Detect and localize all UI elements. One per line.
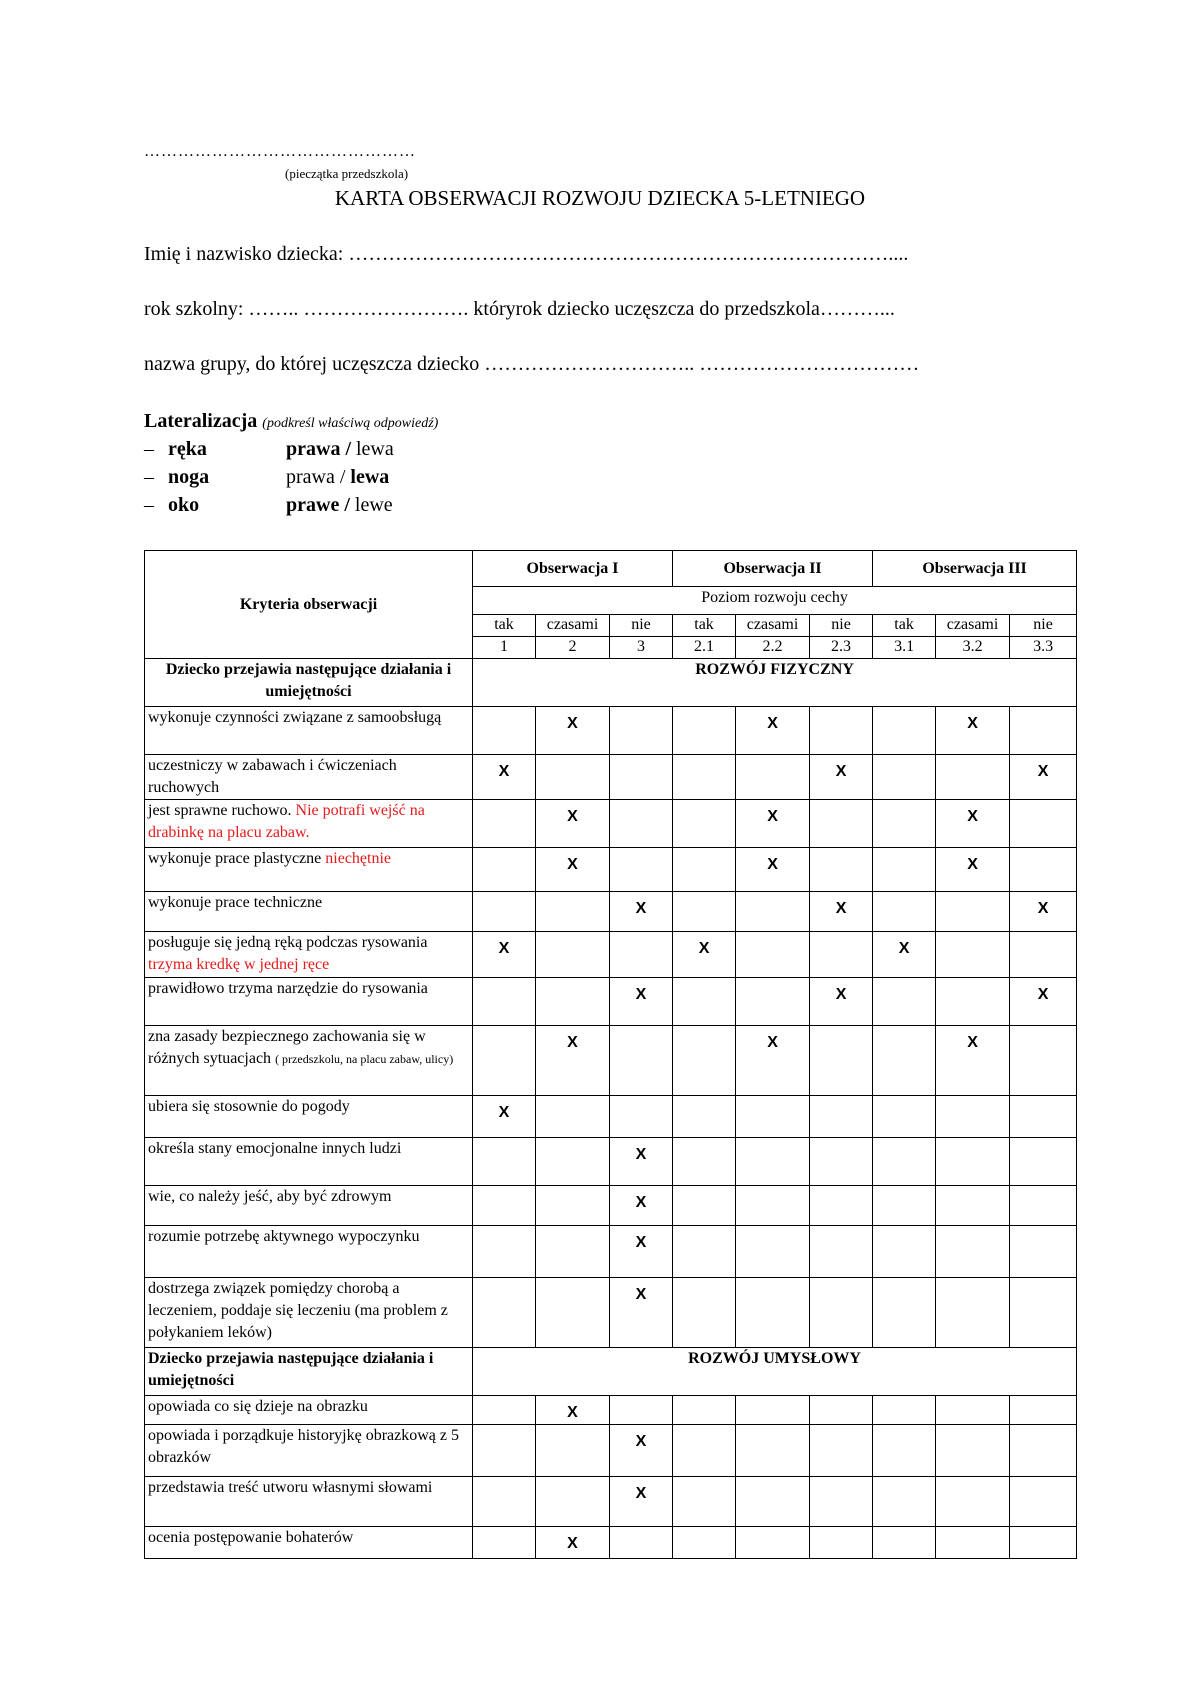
observation-cell (673, 800, 736, 848)
observation-cell (873, 1477, 936, 1527)
lateralization-title: Lateralizacja (144, 410, 258, 432)
criterion-text (145, 1477, 473, 1527)
observation-cell (936, 932, 1010, 978)
observation-cell (736, 1226, 810, 1278)
observation-cell (936, 1096, 1010, 1138)
observation-cell (736, 1425, 810, 1477)
criterion-label: zna zasady bezpiecznego zachowania się w różnych sytuacjach (148, 1028, 426, 1067)
observation-cell (936, 1186, 1010, 1226)
observation-cell (673, 1527, 736, 1559)
level-label: nie (1010, 615, 1077, 637)
observation-cell (936, 1477, 1010, 1527)
criterion-row (145, 1138, 1077, 1186)
criterion-row (145, 978, 1077, 1026)
observation-cell (673, 1226, 736, 1278)
observation-cell (536, 1186, 610, 1226)
observation-cell (610, 1096, 673, 1138)
observation-cell (1010, 1096, 1077, 1138)
observation-cell (1010, 1026, 1077, 1096)
observation-cell (936, 755, 1010, 800)
observation-cell (810, 1477, 873, 1527)
row-options (286, 438, 394, 461)
observation-cell (873, 1096, 936, 1138)
observation-cell (673, 707, 736, 755)
criterion-row (145, 1096, 1077, 1138)
observation-cell (536, 1425, 610, 1477)
level-number: 2.1 (673, 637, 736, 659)
observation-cell (473, 1477, 536, 1527)
observation-cell (610, 1527, 673, 1559)
criterion-label: rozumie potrzebę aktywnego wypoczynku (148, 1228, 420, 1245)
observation-cell (873, 1186, 936, 1226)
observation-mark: X (473, 755, 536, 800)
criterion-label: jest sprawne ruchowo. (148, 802, 296, 819)
criterion-text (145, 892, 473, 932)
criterion-text (145, 1527, 473, 1559)
observation-cell (473, 1396, 536, 1425)
level-label: nie (810, 615, 873, 637)
criterion-label: wykonuje czynności związane z samoobsługą (148, 709, 442, 726)
observation-mark: X (936, 707, 1010, 755)
observation-cell (736, 1477, 810, 1527)
observation-mark: X (610, 1278, 673, 1348)
level-label: tak (473, 615, 536, 637)
lateralization-option: lewe (349, 494, 393, 516)
observation-cell (610, 1026, 673, 1096)
observation-cell (673, 1425, 736, 1477)
observation-cell (473, 707, 536, 755)
criterion-text (145, 1026, 473, 1096)
observation-cell (936, 1278, 1010, 1348)
criterion-label: określa stany emocjonalne innych ludzi (148, 1140, 402, 1157)
observation-mark: X (673, 932, 736, 978)
observation-mark: X (936, 800, 1010, 848)
observation-cell (810, 1278, 873, 1348)
criterion-label: uczestniczy w zabawach i ćwiczeniach ruchowych (148, 757, 397, 796)
observation-mark: X (610, 1226, 673, 1278)
observation-cell (736, 892, 810, 932)
lateralization-option: lewa (345, 466, 390, 488)
criterion-text (145, 800, 473, 848)
observation-cell (736, 1278, 810, 1348)
observation-cell (936, 978, 1010, 1026)
observation-cell (673, 892, 736, 932)
observation-cell (673, 848, 736, 892)
criterion-label: dostrzega związek pomiędzy chorobą a leczeniem, poddaje się leczeniu (ma problem z połykaniem leków) (148, 1280, 448, 1341)
observation-mark: X (936, 848, 1010, 892)
observation-cell (873, 1026, 936, 1096)
school-year-field: rok szkolny: …….. ……………………. któryrok dziecko uczęszcza do przedszkola………... (144, 298, 895, 320)
level-number: 3.3 (1010, 637, 1077, 659)
row-options (286, 466, 389, 489)
observation-cell (873, 1527, 936, 1559)
observation-mark: X (736, 1026, 810, 1096)
row-label: noga (168, 466, 210, 488)
level-header: Poziom rozwoju cechy (473, 587, 1077, 615)
criterion-text (145, 1138, 473, 1186)
observation-cell (736, 1527, 810, 1559)
criterion-text (145, 1186, 473, 1226)
observation-cell (673, 1477, 736, 1527)
observation-mark: X (536, 707, 610, 755)
criterion-text (145, 755, 473, 800)
criterion-row (145, 707, 1077, 755)
observation-mark: X (810, 892, 873, 932)
observation-cell (610, 707, 673, 755)
observation-cell (873, 1138, 936, 1186)
observation-cell (610, 848, 673, 892)
observation-cell (810, 1425, 873, 1477)
criterion-text (145, 978, 473, 1026)
observation-cell (1010, 1396, 1077, 1425)
section-criteria-label: Dziecko przejawia następujące działania i umiejętności (145, 1348, 473, 1396)
observation-cell (536, 1138, 610, 1186)
observation-cell (673, 1278, 736, 1348)
observation-cell (536, 892, 610, 932)
criterion-text (145, 707, 473, 755)
observation-cell (936, 1527, 1010, 1559)
level-label: tak (673, 615, 736, 637)
observation-cell (473, 1527, 536, 1559)
criterion-text (145, 1425, 473, 1477)
observation-mark: X (936, 1026, 1010, 1096)
observation-cell (1010, 1477, 1077, 1527)
level-label: nie (610, 615, 673, 637)
criterion-label: wykonuje prace techniczne (148, 894, 323, 911)
observation-cell (810, 932, 873, 978)
child-name-field: Imię i nazwisko dziecka: ……………………………………………………………………….... (144, 243, 909, 265)
criterion-label: ocenia postępowanie bohaterów (148, 1529, 354, 1546)
lateralization-hint: (podkreśl właściwą odpowiedź) (262, 416, 439, 431)
observation-cell (473, 848, 536, 892)
observation-cell (1010, 1425, 1077, 1477)
observation-cell (810, 1226, 873, 1278)
observation-cell (673, 978, 736, 1026)
observation-cell (473, 1026, 536, 1096)
observation-cell (673, 1026, 736, 1096)
observation-cell (536, 978, 610, 1026)
observation-cell (1010, 1138, 1077, 1186)
criterion-text (145, 848, 473, 892)
observation-cell (736, 1186, 810, 1226)
observation-cell (810, 1138, 873, 1186)
observation-cell (473, 978, 536, 1026)
observation-mark: X (736, 707, 810, 755)
criteria-header: Kryteria obserwacji (145, 551, 473, 659)
observation-cell (536, 1096, 610, 1138)
row-options (286, 494, 393, 517)
observation-cell (610, 755, 673, 800)
row-label: ręka (168, 438, 207, 460)
lateralization-option: lewa (351, 438, 394, 460)
level-label: czasami (936, 615, 1010, 637)
observation-mark: X (536, 1396, 610, 1425)
criterion-label: opowiada co się dzieje na obrazku (148, 1398, 368, 1415)
criterion-row (145, 932, 1077, 978)
observation-cell (936, 1425, 1010, 1477)
observation-mark: X (1010, 978, 1077, 1026)
lateralization-heading (144, 410, 438, 433)
observation-cell (473, 800, 536, 848)
observation-cell (610, 1396, 673, 1425)
observation-cell (873, 978, 936, 1026)
stamp-label: (pieczątka przedszkola) (285, 166, 409, 181)
observation-cell (810, 1026, 873, 1096)
observation-mark: X (810, 755, 873, 800)
observation-mark: X (473, 932, 536, 978)
section-title: ROZWÓJ FIZYCZNY (473, 659, 1077, 707)
level-label: czasami (536, 615, 610, 637)
observation-mark: X (610, 892, 673, 932)
observation-cell (673, 1096, 736, 1138)
observation-cell (536, 755, 610, 800)
lateralization-option: prawa / (286, 438, 351, 460)
observation-cell (936, 1396, 1010, 1425)
observation-cell (673, 1396, 736, 1425)
observation-mark: X (610, 1138, 673, 1186)
criterion-row (145, 1527, 1077, 1559)
observation-mark: X (610, 978, 673, 1026)
observation-mark: X (610, 1425, 673, 1477)
observation-cell (736, 978, 810, 1026)
criterion-row (145, 1396, 1077, 1425)
observation-cell (736, 1396, 810, 1425)
observation-cell (873, 1278, 936, 1348)
criterion-row (145, 1026, 1077, 1096)
observation-cell (936, 1138, 1010, 1186)
criterion-label: ubiera się stosownie do pogody (148, 1098, 350, 1115)
section-criteria-label: Dziecko przejawia następujące działania i umiejętności (145, 659, 473, 707)
observation-cell (810, 800, 873, 848)
observation-cell (873, 1425, 936, 1477)
level-number: 2.3 (810, 637, 873, 659)
observation-cell (610, 932, 673, 978)
observation-cell (536, 932, 610, 978)
observation-mark: X (473, 1096, 536, 1138)
level-number: 3.2 (936, 637, 1010, 659)
level-number: 3 (610, 637, 673, 659)
observation-cell (810, 1527, 873, 1559)
observation-cell (473, 892, 536, 932)
criterion-label: prawidłowo trzyma narzędzie do rysowania (148, 980, 428, 997)
observation-cell (873, 1226, 936, 1278)
observation-mark: X (1010, 892, 1077, 932)
observation-header: Obserwacja III (873, 551, 1077, 587)
lateralization-option: prawe / (286, 494, 350, 516)
level-number: 3.1 (873, 637, 936, 659)
criterion-row (145, 755, 1077, 800)
criterion-label: opowiada i porządkuje historyjkę obrazkową z 5 obrazków (148, 1427, 460, 1466)
observation-mark: X (810, 978, 873, 1026)
observation-cell (873, 707, 936, 755)
observation-table (144, 550, 1077, 1559)
observation-cell (936, 1226, 1010, 1278)
criterion-row (145, 1186, 1077, 1226)
criterion-annotation: trzyma kredkę w jednej ręce (148, 956, 330, 973)
criterion-text (145, 932, 473, 978)
observation-cell (736, 1138, 810, 1186)
document-title: KARTA OBSERWACJI ROZWOJU DZIECKA 5-LETNIEGO (334, 186, 866, 210)
observation-cell (810, 1186, 873, 1226)
observation-cell (536, 1477, 610, 1527)
observation-mark: X (873, 932, 936, 978)
observation-cell (936, 892, 1010, 932)
observation-cell (673, 1138, 736, 1186)
lateralization-option: prawa / (286, 466, 346, 488)
observation-mark: X (536, 848, 610, 892)
criterion-row (145, 892, 1077, 932)
observation-cell (473, 1226, 536, 1278)
observation-cell (873, 800, 936, 848)
criterion-label: posługuje się jedną ręką podczas rysowania (148, 934, 428, 951)
observation-header: Obserwacja I (473, 551, 673, 587)
criterion-label: wie, co należy jeść, aby być zdrowym (148, 1188, 392, 1205)
criterion-text (145, 1396, 473, 1425)
criterion-text (145, 1096, 473, 1138)
criterion-note: ( przedszkolu, na placu zabaw, ulicy) (275, 1052, 454, 1066)
observation-cell (1010, 932, 1077, 978)
criterion-row (145, 800, 1077, 848)
observation-mark: X (536, 1527, 610, 1559)
level-number: 2 (536, 637, 610, 659)
row-dash: – (144, 466, 154, 488)
criterion-annotation: Nie potrafi wejść na drabinkę na placu zabaw. (148, 802, 425, 841)
criterion-row (145, 1477, 1077, 1527)
observation-cell (473, 1186, 536, 1226)
criterion-row (145, 1425, 1077, 1477)
observation-cell (873, 755, 936, 800)
observation-cell (810, 1396, 873, 1425)
observation-cell (610, 800, 673, 848)
stamp-placeholder: ………………………………………… (144, 143, 416, 160)
level-label: czasami (736, 615, 810, 637)
observation-cell (473, 1138, 536, 1186)
observation-cell (810, 1096, 873, 1138)
observation-cell (873, 1396, 936, 1425)
observation-cell (1010, 848, 1077, 892)
row-label: oko (168, 494, 200, 516)
group-name-field: nazwa grupy, do której uczęszcza dziecko ………………………….. …………………………… (144, 353, 920, 375)
observation-mark: X (536, 800, 610, 848)
observation-cell (473, 1425, 536, 1477)
observation-cell (673, 755, 736, 800)
observation-cell (473, 1278, 536, 1348)
observation-cell (1010, 1278, 1077, 1348)
criterion-text (145, 1226, 473, 1278)
level-number: 2.2 (736, 637, 810, 659)
observation-mark: X (1010, 755, 1077, 800)
observation-cell (810, 707, 873, 755)
observation-mark: X (610, 1477, 673, 1527)
observation-cell (736, 932, 810, 978)
observation-mark: X (736, 800, 810, 848)
criterion-row (145, 848, 1077, 892)
observation-cell (1010, 1226, 1077, 1278)
observation-cell (536, 1226, 610, 1278)
criterion-label: przedstawia treść utworu własnymi słowami (148, 1479, 433, 1496)
observation-mark: X (610, 1186, 673, 1226)
criterion-text (145, 1278, 473, 1348)
observation-cell (1010, 800, 1077, 848)
row-dash: – (144, 494, 154, 516)
observation-cell (736, 755, 810, 800)
section-title: ROZWÓJ UMYSŁOWY (473, 1348, 1077, 1396)
observation-cell (1010, 1186, 1077, 1226)
criterion-row (145, 1226, 1077, 1278)
observation-cell (736, 1096, 810, 1138)
criterion-label: wykonuje prace plastyczne (148, 850, 326, 867)
row-dash: – (144, 438, 154, 460)
observation-cell (1010, 1527, 1077, 1559)
observation-cell (873, 892, 936, 932)
level-number: 1 (473, 637, 536, 659)
criterion-row (145, 1278, 1077, 1348)
observation-cell (873, 848, 936, 892)
observation-cell (1010, 707, 1077, 755)
observation-cell (673, 1186, 736, 1226)
observation-cell (810, 848, 873, 892)
observation-cell (536, 1278, 610, 1348)
observation-mark: X (736, 848, 810, 892)
observation-mark: X (536, 1026, 610, 1096)
criterion-annotation: niechętnie (325, 850, 392, 867)
observation-header: Obserwacja II (673, 551, 873, 587)
level-label: tak (873, 615, 936, 637)
